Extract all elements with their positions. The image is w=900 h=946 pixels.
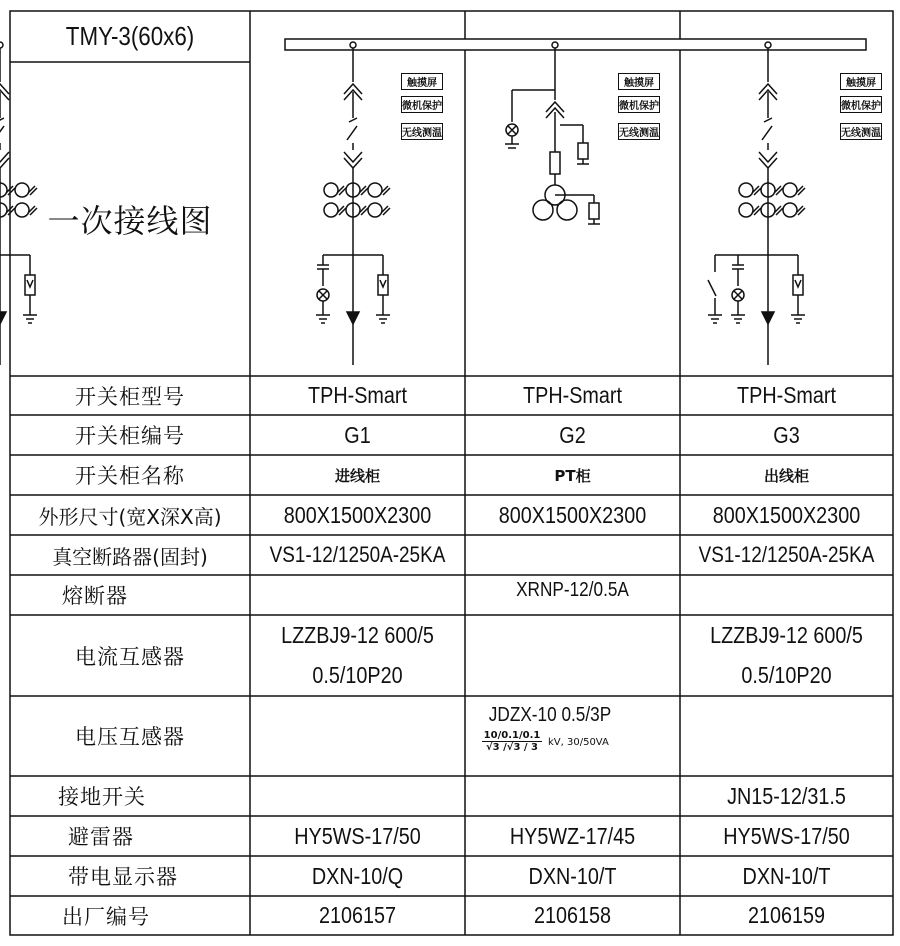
cell-g1-arrester: HY5WS-17/50 xyxy=(294,822,421,849)
pt-ratio-denominator: √3 /√3 / 3 xyxy=(486,742,538,753)
feeder-circuit-g3 xyxy=(731,42,805,365)
busbar xyxy=(285,39,866,50)
row-label-vt: 电压互感器 xyxy=(75,725,185,749)
cell-g3-name: 出线柜 xyxy=(763,466,809,485)
cell-g3-ct-class: 0.5/10P20 xyxy=(741,662,832,688)
busbar-label: TMY-3(60x6) xyxy=(65,21,195,51)
touchscreen-tag: 触摸屏 xyxy=(401,73,443,90)
cell-g3-model: TPH-Smart xyxy=(737,382,836,408)
row-label-arrester: 避雷器 xyxy=(68,825,134,849)
cell-g1-ct-class: 0.5/10P20 xyxy=(312,662,403,688)
cell-g3-breaker: VS1-12/1250A-25KA xyxy=(698,542,875,567)
cell-g2-breaker xyxy=(480,535,665,575)
cell-g2-number: G2 xyxy=(559,421,586,448)
cell-g3-fuse xyxy=(695,575,878,615)
temperature-tag: 无线测温 xyxy=(618,123,660,140)
row-label-ct: 电流互感器 xyxy=(75,644,185,669)
row-label-earth-switch: 接地开关 xyxy=(58,785,146,809)
cell-g3-arrester: HY5WS-17/50 xyxy=(723,822,850,849)
row-label-fuse: 熔断器 xyxy=(62,584,128,608)
protection-tag: 微机保护 xyxy=(840,96,882,113)
cell-g2-fuse: XRNP-12/0.5A xyxy=(516,579,629,601)
temperature-tag: 无线测温 xyxy=(840,123,882,140)
cell-g1-name: 进线柜 xyxy=(334,466,380,485)
row-label-name: 开关柜名称 xyxy=(75,464,185,488)
pt-ratio-numerator: 10/0.1/0.1 xyxy=(483,730,541,741)
row-label-dimensions: 外形尺寸(宽X深X高) xyxy=(38,504,222,529)
cell-g2-vt: JDZX-10 0.5/3P xyxy=(488,703,612,726)
cell-g1-dimensions: 800X1500X2300 xyxy=(283,501,432,528)
protection-tag: 微机保护 xyxy=(401,96,443,113)
cell-g3-earth-switch: JN15-12/31.5 xyxy=(727,782,846,809)
touchscreen-tag: 触摸屏 xyxy=(618,73,660,90)
cell-g3-ct: LZZBJ9-12 600/5 xyxy=(710,621,863,648)
feeder-circuit-g1 xyxy=(316,42,390,365)
cell-g1-ct: LZZBJ9-12 600/5 xyxy=(281,621,434,648)
cell-g2-dimensions: 800X1500X2300 xyxy=(498,501,647,528)
cell-g1-number: G1 xyxy=(344,421,371,448)
pt-ratio-fraction xyxy=(482,730,542,753)
protection-tag: 微机保护 xyxy=(618,96,660,113)
pt-ratio-unit: kV, 30/50VA xyxy=(548,737,609,748)
cell-g1-serial: 2106157 xyxy=(318,902,396,928)
cell-g3-number: G3 xyxy=(773,421,800,448)
cell-g1-earth-switch xyxy=(265,776,450,816)
cell-g3-serial: 2106159 xyxy=(747,902,825,928)
cell-g2-earth-switch xyxy=(480,776,665,816)
cell-g1-indicator: DXN-10/Q xyxy=(311,862,404,889)
row-label-serial: 出厂编号 xyxy=(62,904,150,929)
diagram-label: 一次接线图 xyxy=(47,202,213,240)
row-label-number: 开关柜编号 xyxy=(75,424,185,448)
cell-g2-arrester: HY5WZ-17/45 xyxy=(509,822,636,849)
temperature-tag: 无线测温 xyxy=(401,123,443,140)
row-label-model: 开关柜型号 xyxy=(75,384,185,409)
cell-g3-vt xyxy=(695,696,878,776)
cell-g1-vt xyxy=(265,696,450,776)
cell-g2-name: PT柜 xyxy=(554,466,591,485)
cell-g3-indicator: DXN-10/T xyxy=(742,862,831,889)
row-label-breaker: 真空断路器(固封) xyxy=(52,544,208,569)
pt-circuit xyxy=(505,42,600,224)
touchscreen-tag: 触摸屏 xyxy=(840,73,882,90)
cell-g1-breaker: VS1-12/1250A-25KA xyxy=(269,542,446,567)
cell-g2-ct xyxy=(480,615,665,696)
cell-g1-fuse xyxy=(265,575,450,615)
cell-g1-model: TPH-Smart xyxy=(308,382,407,408)
cell-g2-serial: 2106158 xyxy=(533,902,611,928)
row-label-indicator: 带电显示器 xyxy=(68,865,178,889)
cell-g3-dimensions: 800X1500X2300 xyxy=(712,501,861,528)
cell-g2-model: TPH-Smart xyxy=(523,382,622,408)
cell-g2-indicator: DXN-10/T xyxy=(528,862,617,889)
